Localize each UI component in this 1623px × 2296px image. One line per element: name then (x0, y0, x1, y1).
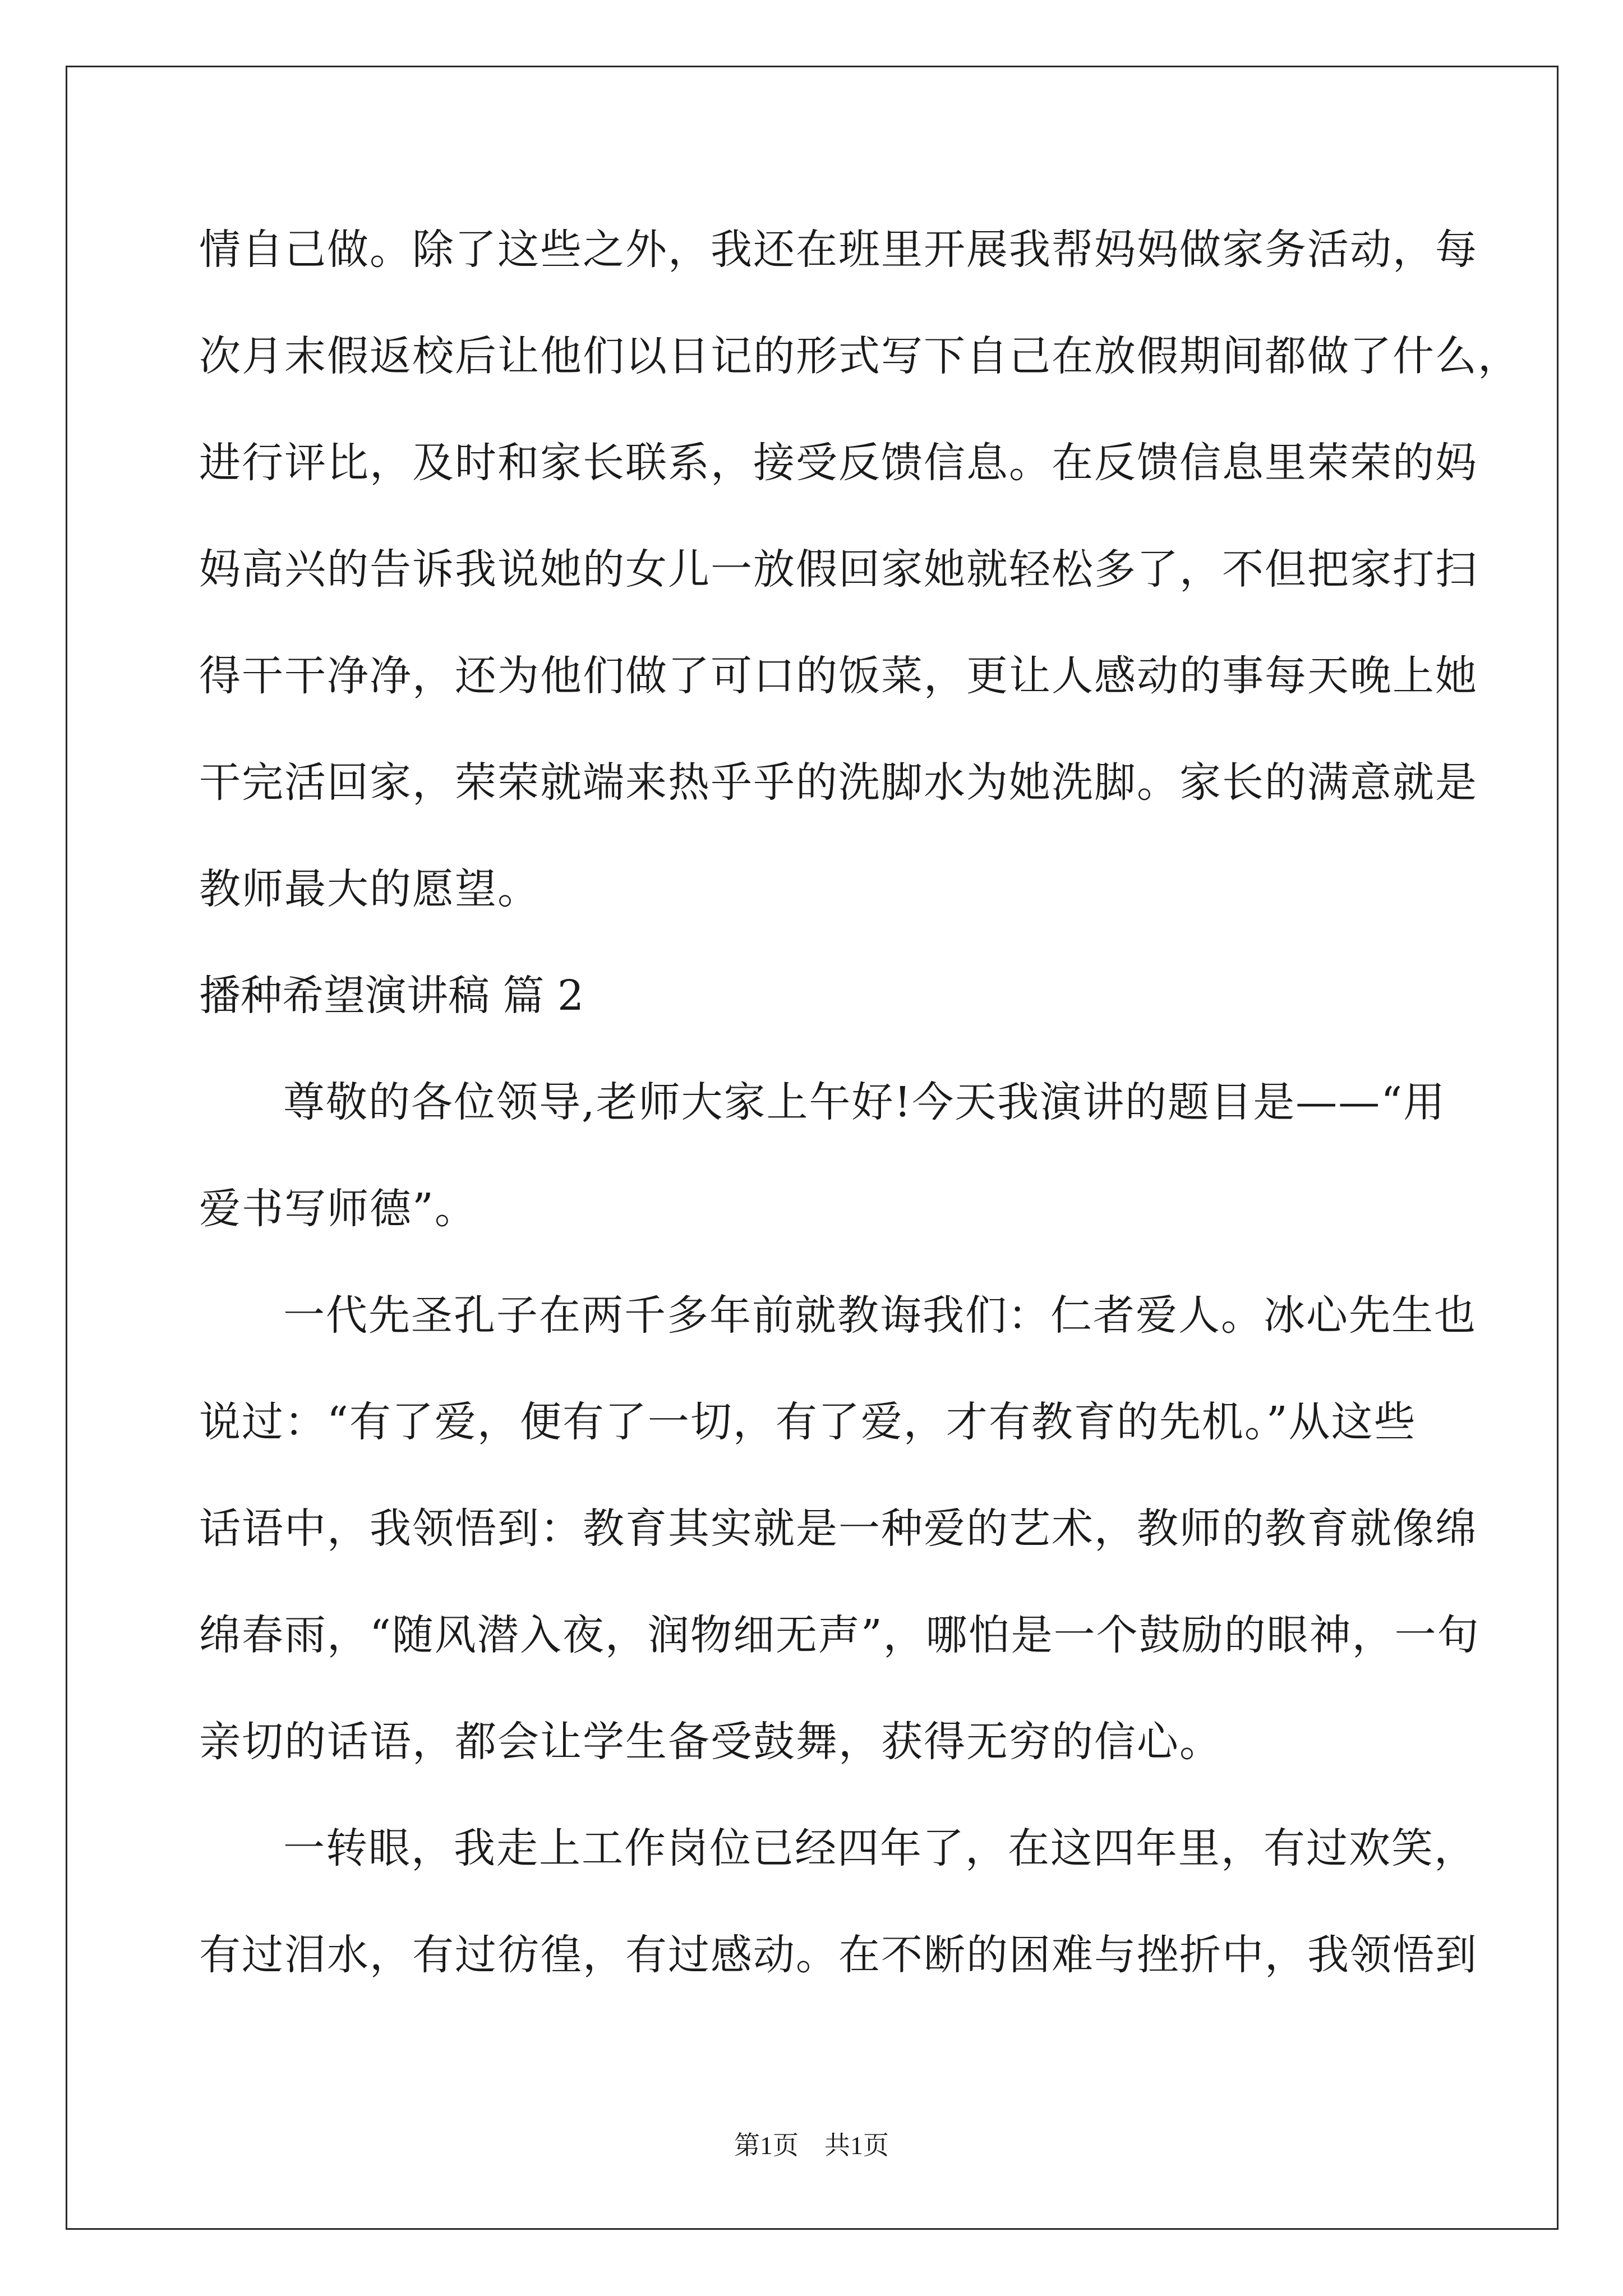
text-line: 进行评比，及时和家长联系，接受反馈信息。在反馈信息里荣荣的妈 (199, 439, 1478, 487)
text-line: 话语中，我领悟到：教育其实就是一种爱的艺术，教师的教育就像绵 (199, 1504, 1478, 1553)
document-body (199, 216, 1520, 2028)
text-line: 教师最大的愿望。 (199, 865, 540, 913)
text-line: 干完活回家，荣荣就端来热乎乎的洗脚水为她洗脚。家长的满意就是 (199, 758, 1478, 807)
text-line: 亲切的话语，都会让学生备受鼓舞，获得无穷的信心。 (199, 1718, 1222, 1766)
text-line: 妈高兴的告诉我说她的女儿一放假回家她就轻松多了，不但把家打扫 (199, 545, 1478, 593)
text-line: 次月末假返校后让他们以日记的形式写下自己在放假期间都做了什么， (199, 332, 1520, 380)
text-line: 有过泪水，有过彷徨，有过感动。在不断的困难与挫折中，我领悟到 (199, 1931, 1478, 1979)
section-heading: 播种希望演讲稿 篇 2 (199, 972, 584, 1020)
text-line: 绵春雨，“随风潜入夜，润物细无声”，哪怕是一个鼓励的眼神，一句 (199, 1611, 1480, 1659)
page-number-footer: 第1页 共1页 (734, 2131, 889, 2160)
text-line: 尊敬的各位领导,老师大家上午好!今天我演讲的题目是——“用 (283, 1078, 1446, 1126)
text-line: 爱书写师德”。 (199, 1185, 477, 1233)
text-line: 情自己做。除了这些之外，我还在班里开展我帮妈妈做家务活动，每 (199, 226, 1478, 274)
text-line: 说过：“有了爱，便有了一切，有了爱，才有教育的先机。”从这些 (199, 1398, 1417, 1446)
text-line: 一代先圣孔子在两千多年前就教诲我们：仁者爱人。冰心先生也 (283, 1291, 1477, 1340)
text-line: 得干干净净，还为他们做了可口的饭菜，更让人感动的事每天晚上她 (199, 652, 1478, 700)
text-line: 一转眼，我走上工作岗位已经四年了，在这四年里，有过欢笑， (283, 1824, 1477, 1872)
